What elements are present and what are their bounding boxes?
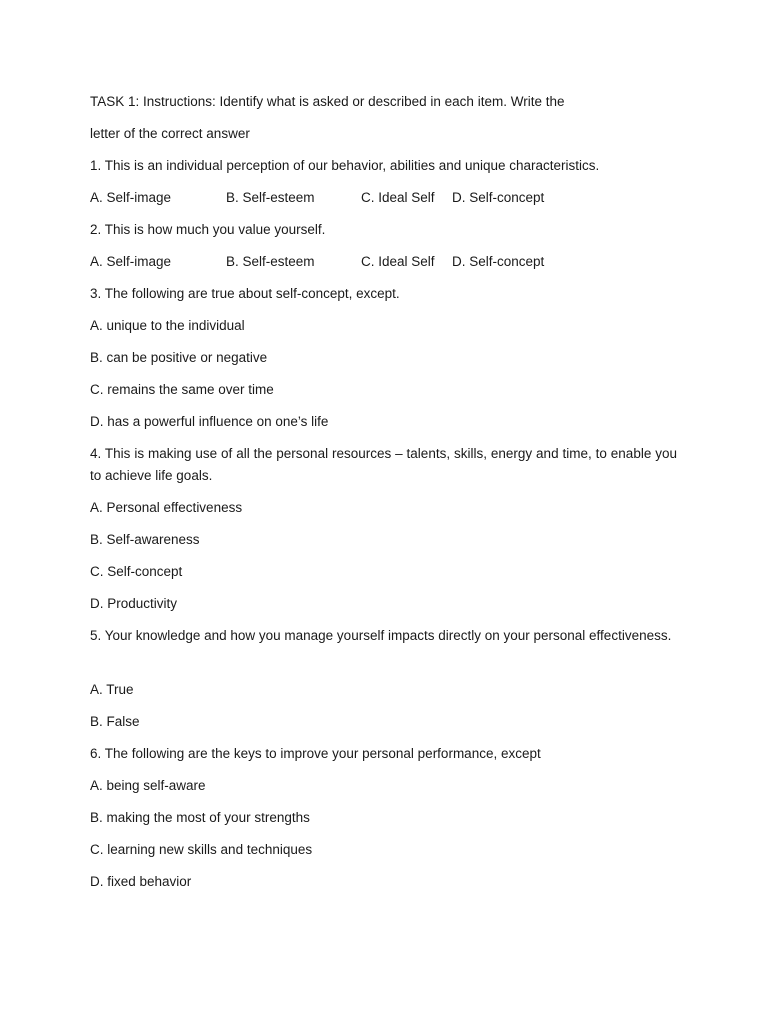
question-3: 3. The following are true about self-concept, except.: [90, 286, 400, 301]
question-5: 5. Your knowledge and how you manage yourself impacts directly on your personal effectiveness.: [90, 628, 672, 643]
question-6-option-a: A. being self-aware: [90, 778, 206, 793]
question-5-option-b: B. False: [90, 714, 140, 729]
question-1-option-d: D. Self-concept: [452, 190, 545, 205]
question-6-option-c: C. learning new skills and techniques: [90, 842, 313, 857]
question-1-option-c: C. Ideal Self: [361, 190, 435, 205]
question-2: 2. This is how much you value yourself.: [90, 222, 326, 237]
question-1-option-b: B. Self-esteem: [226, 190, 315, 205]
question-2-option-c: C. Ideal Self: [361, 254, 435, 269]
question-4: 4. This is making use of all the personal resources – talents, skills, energy and time, to enable you to achieve life goals.: [90, 446, 677, 483]
question-2-option-a: A. Self-image: [90, 254, 172, 269]
instructions-line-2: letter of the correct answer: [90, 126, 250, 141]
question-4-option-d: D. Productivity: [90, 596, 178, 611]
question-4-option-c: C. Self-concept: [90, 564, 183, 579]
question-3-option-b: B. can be positive or negative: [90, 350, 268, 365]
instructions-line-1: TASK 1: Instructions: Identify what is asked or described in each item. Write the: [90, 94, 565, 109]
question-4-option-b: B. Self-awareness: [90, 532, 200, 547]
question-2-option-b: B. Self-esteem: [226, 254, 315, 269]
question-6: 6. The following are the keys to improve your personal performance, except: [90, 746, 541, 761]
question-1-option-a: A. Self-image: [90, 190, 172, 205]
question-1: 1. This is an individual perception of our behavior, abilities and unique characteristics.: [90, 158, 600, 173]
question-4-option-a: A. Personal effectiveness: [90, 500, 243, 515]
question-3-option-a: A. unique to the individual: [90, 318, 245, 333]
question-3-option-c: C. remains the same over time: [90, 382, 274, 397]
question-5-option-a: A. True: [90, 682, 134, 697]
question-6-option-b: B. making the most of your strengths: [90, 810, 310, 825]
question-3-option-d: D. has a powerful influence on one’s life: [90, 414, 329, 429]
question-6-option-d: D. fixed behavior: [90, 874, 192, 889]
question-2-option-d: D. Self-concept: [452, 254, 545, 269]
